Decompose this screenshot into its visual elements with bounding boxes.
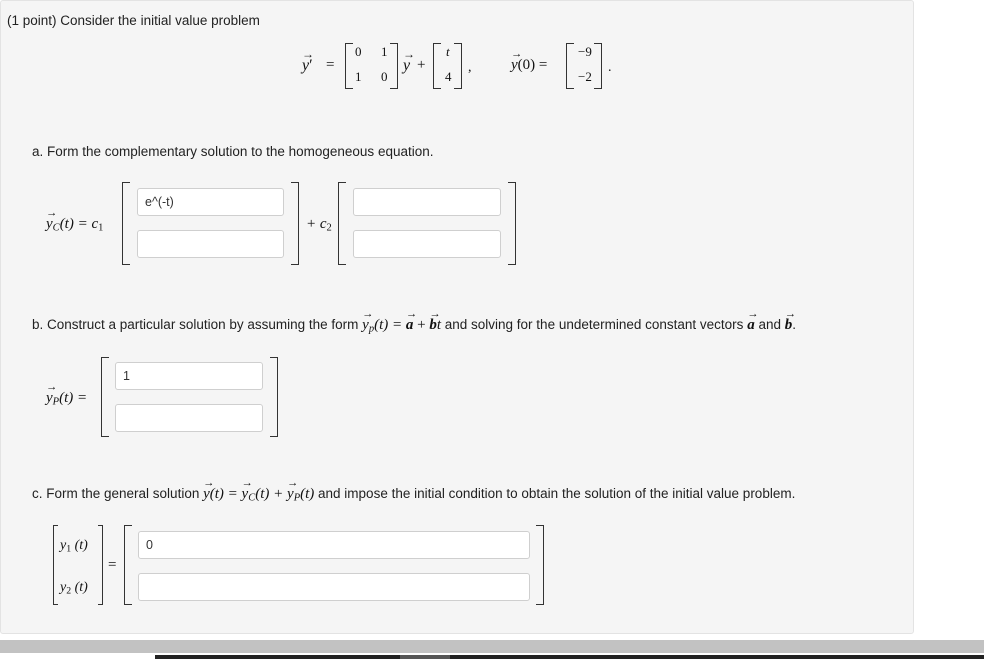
part-b-prompt: b. Construct a particular solution by assuming the form → $y_p(t)$ = → a + → bt and solving for the undetermined constant vectors → a and → b. xyxy=(32,317,796,334)
ode-comma: , xyxy=(468,60,472,75)
matrix-a21: 1 xyxy=(355,69,362,84)
part-a-vector1-entry1-input[interactable] xyxy=(137,188,284,216)
problem-intro: (1 point) Consider the initial value problem xyxy=(7,13,260,28)
part-a-vec2-left-bracket xyxy=(338,182,346,265)
init-value-1: −9 xyxy=(578,44,592,59)
forcing-left-bracket xyxy=(433,43,441,89)
bottom-edge-segment xyxy=(400,655,450,659)
part-b-left-bracket xyxy=(101,357,109,437)
ode-plus: + xyxy=(417,57,426,73)
part-a-vector1-entry2-input[interactable] xyxy=(137,230,284,258)
part-b-entry2-input[interactable] xyxy=(115,404,263,432)
part-a-vec1-right-bracket xyxy=(291,182,299,265)
matrix-left-bracket xyxy=(345,43,353,89)
ode-equals: = xyxy=(326,57,335,73)
ode-period: . xyxy=(608,60,612,75)
part-c-equals: = xyxy=(108,557,117,573)
init-right-bracket xyxy=(594,43,602,89)
init-left-bracket xyxy=(566,43,574,89)
forcing-right-bracket xyxy=(454,43,462,89)
part-a-prompt: a. Form the complementary solution to the homogeneous equation. xyxy=(32,144,434,159)
part-a-vec1-left-bracket xyxy=(122,182,130,265)
part-b-lhs: → $y_P(t)$ = xyxy=(46,390,87,407)
ode-y-vector: → y′ xyxy=(302,57,313,75)
initial-condition-label: → y(0) = xyxy=(511,57,547,74)
part-c-y1-label: $y_1$ (t) xyxy=(60,538,88,555)
forcing-4: 4 xyxy=(445,69,452,84)
part-a-lhs: → $y_C(t) = c_1$ xyxy=(46,216,103,233)
horizontal-scrollbar-thumb[interactable] xyxy=(0,640,984,653)
part-c-rhs-right-bracket xyxy=(536,525,544,605)
init-value-2: −2 xyxy=(578,69,592,84)
part-b-entry1-input[interactable] xyxy=(115,362,263,390)
part-a-vec2-right-bracket xyxy=(508,182,516,265)
part-c-entry1-input[interactable] xyxy=(138,531,530,559)
part-a-vector2-entry1-input[interactable] xyxy=(353,188,501,216)
part-c-entry2-input[interactable] xyxy=(138,573,530,601)
part-c-y2-label: $y_2$ (t) xyxy=(60,580,88,597)
matrix-a12: 1 xyxy=(381,44,388,59)
part-c-lhs-left-bracket xyxy=(53,525,58,605)
matrix-a11: 0 xyxy=(355,44,362,59)
part-b-right-bracket xyxy=(270,357,278,437)
matrix-right-bracket xyxy=(390,43,398,89)
matrix-a22: 0 xyxy=(381,69,388,84)
ode-y-vector-rhs: → y xyxy=(403,57,410,75)
part-a-vector2-entry2-input[interactable] xyxy=(353,230,501,258)
forcing-t: t xyxy=(446,44,450,59)
part-c-lhs-right-bracket xyxy=(98,525,103,605)
part-c-prompt: c. Form the general solution → y(t) = → $y_C(t)$ + → $y_P(t)$ and impose the initial condition to obtain the solution of the initial value problem. xyxy=(32,486,795,503)
part-a-c2-label: + $c_2$ xyxy=(306,216,332,234)
bottom-edge-bar xyxy=(155,655,984,659)
part-c-rhs-left-bracket xyxy=(124,525,132,605)
